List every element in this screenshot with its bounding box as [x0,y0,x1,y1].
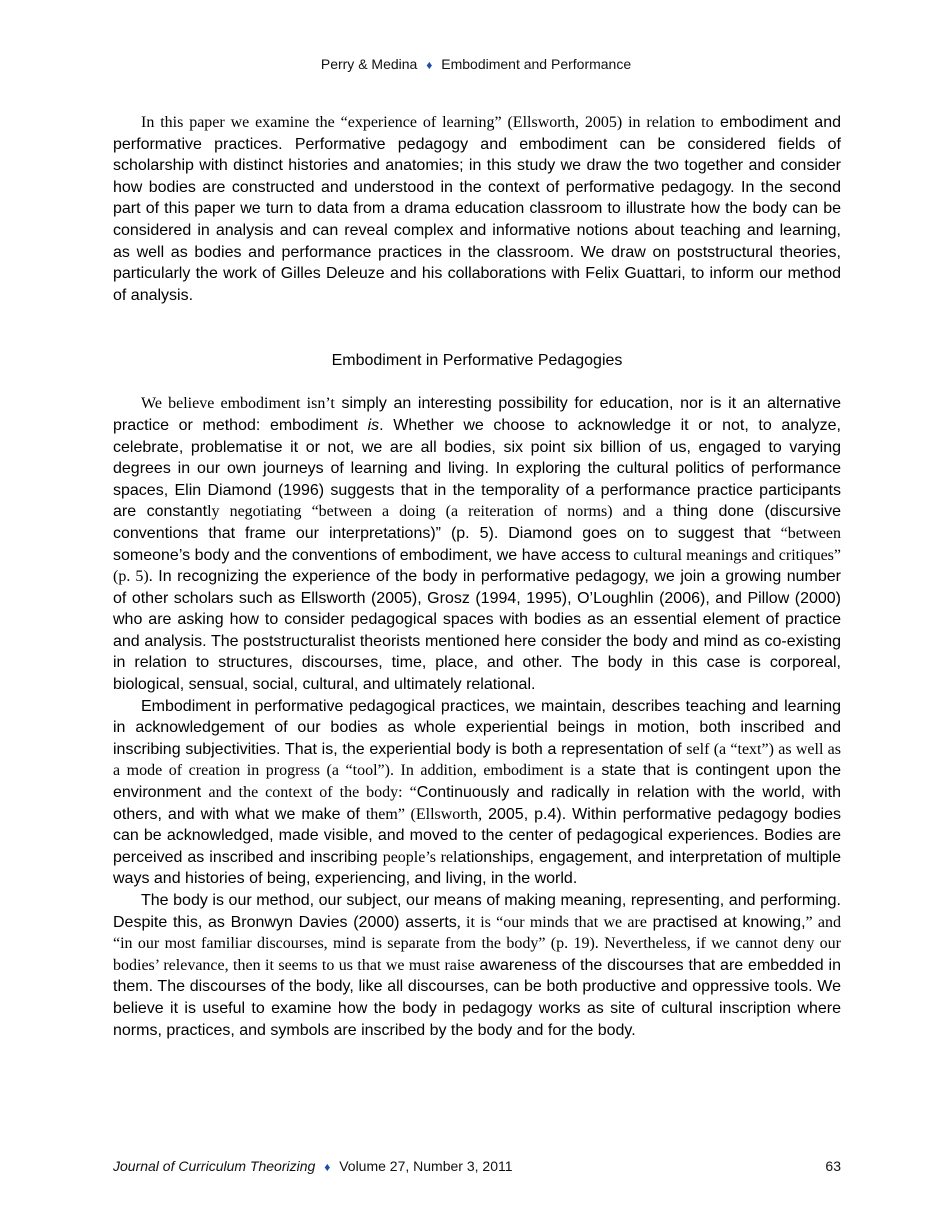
diamond-icon: ♦ [324,1160,331,1174]
header-authors: Perry & Medina [320,56,418,72]
p2-h: people’s rel [382,848,458,866]
p1-j: In recognizing the experience of the body in performative pedagogy, we join a growing number of other scholars such as Ellsworth (2005), Grosz (1994, 1995), O’Loughlin (2006), and Pillow (2000) who are asking how to consider pedagogical spaces with bodies as an essential element of practice and analysis. The poststructuralist theorists mentioned here consider the body and mind as co-existing in relation to structures, discourses, time, place, and other. The body in this case is corporeal, biological, sensual, social, cultural, and ultimately relational. [113,568,841,694]
running-header [0,56,952,72]
intro-rest: embodiment and performative practices. Performative pedagogy and embodiment can be considered fields of scholarship with distinct histories and anatomies; in this study we draw the two together and consider how bodies are constructed and understood in the context of performative pedagogy. In the second part of this paper we turn to data from a drama education classroom to illustrate how the body can be considered in analysis and can reveal complex and informative notions about teaching and learning, as well as bodies and performance practices in the classroom. We draw on poststructural theories, particularly the work of Gilles Deleuze and his collaborations with Felix Guattari, to inform our method of analysis. [113,114,841,304]
p1-i: cultural meanings and critiques” (p. 5). [113,546,841,586]
p2-c: state that is contingent upon the environment [113,762,842,802]
p2-b: self (a “text”) as well as a mode of creation in progress (a “tool”). In addition, embodiment is a [113,740,842,780]
p1-d: . Whether we choose to acknowledge it or not, to analyze, celebrate, problematise it or not, we are all bodies, six point six billion of us, engaged to varying degrees in our own journeys of learning and living. In exploring the cultural politics of performance spaces, Elin Diamond (1996) suggests that in the temporality of a performance practice participants are constant [113,416,841,521]
p3-b: , it is “our minds that we are [456,913,647,931]
p2-f: them” (Ellsworth, [365,805,483,823]
p2-g: 2005, p.4). Within performative pedagogy bodies can be acknowledged, made visible, and moved to the center of pedagogical experiences. Bodies are perceived as inscribed and inscribing [113,805,842,866]
section-paragraph-2 [113,696,841,890]
footer-volume: Volume 27, Number 3, 2011 [339,1158,513,1174]
p2-d: and the context of the body: “ [208,784,417,802]
footer-citation [113,1158,513,1174]
p1-e: ly negotiating “between a doing (a reiteration of norms) and a [207,503,663,521]
p1-a: We believe embodiment isn’t [141,395,335,413]
section-paragraph-1 [113,393,841,695]
page-number: 63 [825,1158,841,1174]
intro-lead: In this paper we examine the “experience of learning” (Ellsworth, 2005) in relation to [141,114,714,131]
p1-f: thing done (discursive conventions that frame our interpretations)” (p. 5). Diamond goes on to suggest that [113,503,841,542]
p3-a: The body is our method, our subject, our means of making meaning, representing, and performing. Despite this, as Bronwyn Davies (2000) asserts [113,892,841,931]
p2-i: ationships, engagement, and interpretation of multiple ways and histories of being, experiencing, and living, in the world. [113,848,842,888]
p1-c: is [367,416,380,434]
p2-a: Embodiment in performative pedagogical practices, we maintain, describes teaching and learning in acknowledgement of our bodies as whole experiential beings in motion, both inscribed and inscribing subjectivities. That is, the experiential body is both a representation of [113,697,841,758]
article-body [113,112,841,1041]
intro-paragraph [113,112,841,306]
footer-journal: Journal of Curriculum Theorizing [113,1158,316,1174]
p2-e: Continuously and radically in relation with the world, with others, and with what we make of [113,784,842,823]
p3-c: practised at knowing, [652,913,806,931]
p1-b: simply an interesting possibility for education, nor is it an alternative practice or method: embodiment [113,395,841,434]
header-title: Embodiment and Performance [441,56,632,72]
p1-h: someone’s body and the conventions of embodiment, we have access to [113,546,629,564]
p1-g: “between [780,524,841,542]
p3-e: awareness of the discourses that are embedded in them. The discourses of the body, like all discourses, can be both productive and oppressive tools. We believe it is useful to examine how the body in pedagogy works as site of cultural inscription where norms, practices, and symbols are inscribed by the body and for the body. [113,956,841,1039]
diamond-icon: ♦ [426,58,433,72]
p3-d: ” and “in our most familiar discourses, mind is separate from the body” (p. 19). Nevertheless, if we cannot deny our bodies’ relevance, then it seems to us that we must raise [113,913,842,974]
running-footer [113,1158,841,1174]
section-heading: Embodiment in Performative Pedagogies [331,352,623,370]
section-paragraph-3 [113,890,841,1041]
